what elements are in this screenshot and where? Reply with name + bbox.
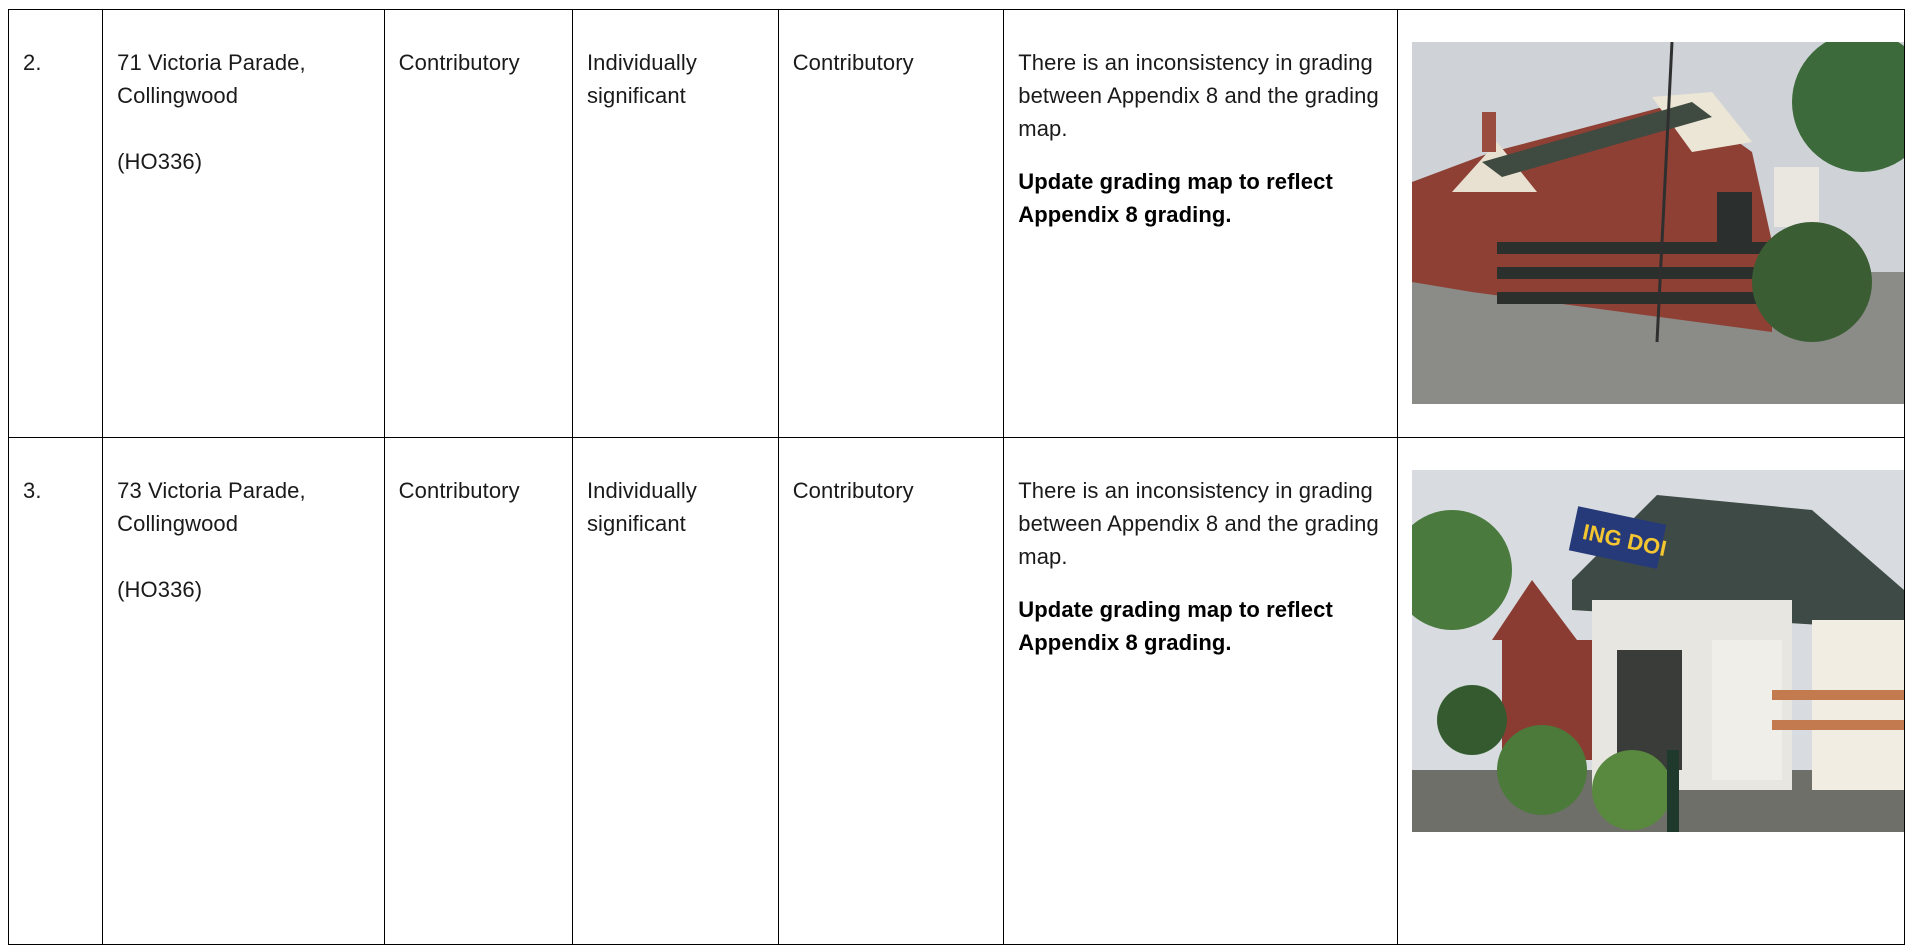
heritage-overlay: (HO336) (117, 149, 203, 174)
address-suburb: Collingwood (117, 511, 239, 536)
comment-text: There is an inconsistency in grading between Appendix 8 and the grading map. (1018, 478, 1379, 569)
grading-cell-3: Contributory (778, 438, 1004, 945)
heritage-grading-table (8, 9, 1905, 945)
comment-text: There is an inconsistency in grading between Appendix 8 and the grading map. (1018, 50, 1379, 141)
grading-cell-3: Contributory (778, 10, 1004, 438)
shop-sign-text: ING DOI (1580, 519, 1669, 562)
grading-cell-2: Individually significant (572, 438, 778, 945)
address-suburb: Collingwood (117, 83, 239, 108)
address-street: 71 Victoria Parade, (117, 50, 306, 75)
house-photo-73 (1412, 470, 1904, 832)
address-street: 73 Victoria Parade, (117, 478, 306, 503)
comment-cell (1004, 438, 1398, 945)
address-cell (103, 438, 385, 945)
house-photo-71 (1412, 42, 1904, 404)
photo-cell (1397, 438, 1904, 945)
photo-cell (1397, 10, 1904, 438)
action-text: Update grading map to reflect Appendix 8 grading. (1018, 169, 1333, 227)
table-row (9, 10, 1905, 438)
row-number: 3. (9, 438, 103, 945)
grading-cell-1: Contributory (384, 438, 572, 945)
table-row (9, 438, 1905, 945)
address-cell (103, 10, 385, 438)
comment-cell (1004, 10, 1398, 438)
heritage-overlay: (HO336) (117, 577, 203, 602)
grading-cell-2: Individually significant (572, 10, 778, 438)
action-text: Update grading map to reflect Appendix 8 grading. (1018, 597, 1333, 655)
row-number: 2. (9, 10, 103, 438)
grading-cell-1: Contributory (384, 10, 572, 438)
